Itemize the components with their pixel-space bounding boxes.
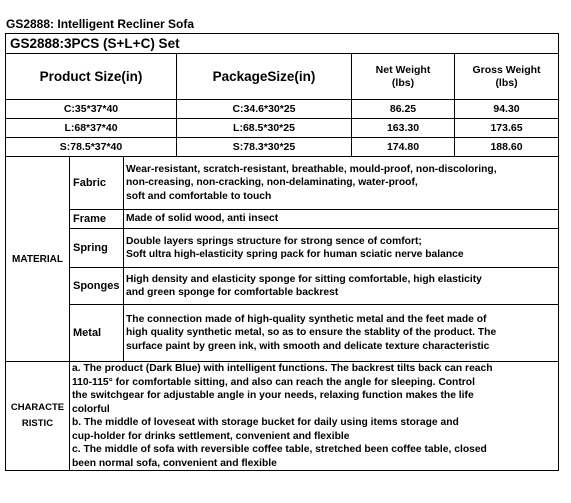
sponges-description bbox=[124, 268, 559, 305]
characteristic-row bbox=[6, 362, 559, 471]
material-spring-row bbox=[6, 229, 559, 268]
package-size-l: L:68.5*30*25 bbox=[177, 119, 352, 138]
characteristic-line: c. The middle of sofa with reversible coffee table, stretched been coffee table, closed bbox=[72, 444, 487, 455]
spring-line: Soft ultra high-elasticity spring pack for human sciatic nerve balance bbox=[126, 249, 464, 260]
characteristic-line: 110-115° for comfortable sitting, and also can reach the angle for sleeping. Control bbox=[72, 376, 475, 388]
header-gross-weight-line1: Gross Weight bbox=[472, 63, 541, 76]
header-net-weight-line2: (lbs) bbox=[391, 76, 415, 89]
metal-description bbox=[124, 305, 559, 362]
characteristic-line: colorful bbox=[72, 403, 110, 415]
metal-line: surface paint by green ink, with smooth and delicate texture characteristic bbox=[126, 340, 490, 352]
header-product-size: Product Size(in) bbox=[6, 54, 177, 100]
header-net-weight-line1: Net Weight bbox=[375, 63, 431, 76]
material-fabric-row bbox=[6, 157, 559, 210]
set-title: GS2888:3PCS (S+L+C) Set bbox=[6, 34, 559, 54]
characteristic-line: a. The product (Dark Blue) with intelligent functions. The backrest tilts back can reach bbox=[72, 363, 493, 374]
fabric-line: soft and comfortable to touch bbox=[126, 190, 272, 202]
spring-description bbox=[124, 229, 559, 268]
size-row-s bbox=[6, 138, 559, 157]
product-size-l: L:68*37*40 bbox=[6, 119, 177, 138]
product-size-c: C:35*37*40 bbox=[6, 100, 177, 119]
header-row bbox=[6, 54, 559, 100]
material-metal-row bbox=[6, 305, 559, 362]
metal-label: Metal bbox=[70, 305, 124, 362]
characteristic-description bbox=[70, 362, 559, 471]
characteristic-line: b. The middle of loveseat with storage bucket for daily using items storage and bbox=[72, 417, 459, 428]
metal-line: The connection made of high-quality synthetic metal and the feet made of bbox=[126, 314, 487, 326]
frame-label: Frame bbox=[70, 210, 124, 229]
frame-description bbox=[124, 210, 559, 229]
fabric-label: Fabric bbox=[70, 157, 124, 210]
document-title: GS2888: Intelligent Recliner Sofa bbox=[6, 17, 195, 31]
package-size-c: C:34.6*30*25 bbox=[177, 100, 352, 119]
characteristic-line: been normal sofa, convenient and flexible bbox=[72, 457, 277, 469]
size-row-l bbox=[6, 119, 559, 138]
product-size-s: S:78.5*37*40 bbox=[6, 138, 177, 157]
sponges-label: Sponges bbox=[70, 268, 124, 305]
net-weight-s: 174.80 bbox=[352, 138, 455, 157]
gross-weight-s: 188.60 bbox=[455, 138, 559, 157]
header-gross-weight bbox=[455, 54, 559, 100]
fabric-description bbox=[124, 157, 559, 210]
spring-label: Spring bbox=[70, 229, 124, 268]
spring-line: Double layers springs structure for strong sence of comfort; bbox=[126, 235, 422, 247]
sponges-line: and green sponge for comfortable backrest bbox=[126, 287, 339, 298]
header-net-weight bbox=[352, 54, 455, 100]
gross-weight-c: 94.30 bbox=[455, 100, 559, 119]
material-sponges-row bbox=[6, 268, 559, 305]
metal-line: high quality synthetic metal, so as to ensure the stablity of the product. The bbox=[126, 327, 497, 339]
material-label: MATERIAL bbox=[6, 157, 70, 362]
header-package-size: PackageSize(in) bbox=[177, 54, 352, 100]
package-size-s: S:78.3*30*25 bbox=[177, 138, 352, 157]
net-weight-c: 86.25 bbox=[352, 100, 455, 119]
size-row-c bbox=[6, 100, 559, 119]
material-frame-row bbox=[6, 210, 559, 229]
set-title-row bbox=[6, 34, 559, 54]
fabric-line: Wear-resistant, scratch-resistant, breathable, mould-proof, non-discoloring, bbox=[126, 164, 497, 176]
characteristic-label-line1: CHARACTE bbox=[10, 402, 65, 413]
sponges-line: High density and elasticity sponge for sitting comfortable, high elasticity bbox=[126, 273, 482, 285]
characteristic-label bbox=[6, 362, 70, 471]
frame-line: Made of solid wood, anti insect bbox=[126, 213, 279, 225]
characteristic-line: the switchgear for adjustable angle in your needs, relaxing function makes the life bbox=[72, 390, 474, 401]
characteristic-label-line2: RISTIC bbox=[21, 418, 54, 429]
fabric-line: non-creasing, non-cracking, non-delaminating, water-proof, bbox=[126, 177, 418, 189]
gross-weight-l: 173.65 bbox=[455, 119, 559, 138]
header-gross-weight-line2: (lbs) bbox=[495, 76, 518, 89]
spec-table bbox=[5, 33, 559, 471]
characteristic-line: cup-holder for drinks settlement, convenient and flexible bbox=[72, 430, 350, 442]
net-weight-l: 163.30 bbox=[352, 119, 455, 138]
